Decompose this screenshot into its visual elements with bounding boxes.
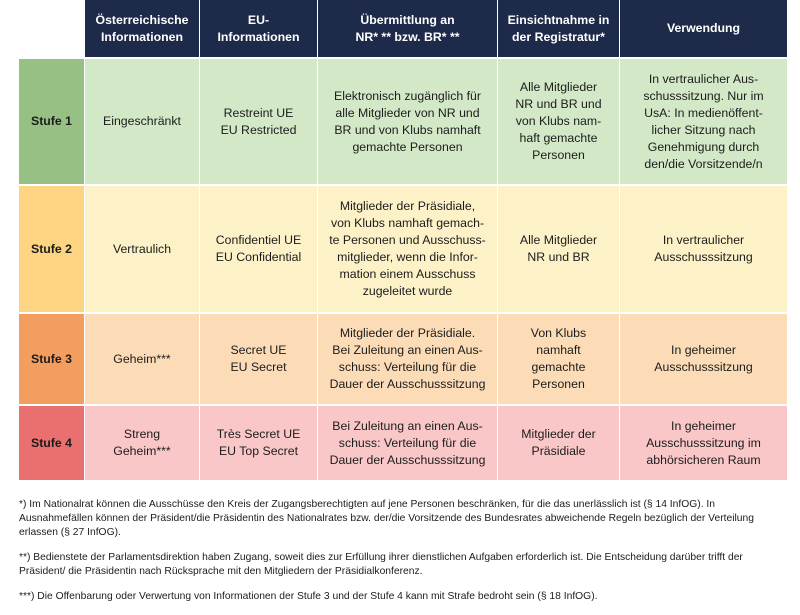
uebermittlung-cell: Bei Zuleitung an einen Aus- schuss: Verteilung für die Dauer der Ausschusssitzung <box>318 406 498 482</box>
verwendung-cell: In geheimer Ausschusssitzung im abhörsicheren Raum <box>620 406 787 482</box>
verwendung-cell: In geheimer Ausschusssitzung <box>620 314 787 406</box>
header-corner <box>19 0 85 59</box>
table-header-row <box>19 0 787 59</box>
eu-cell: Restreint UE EU Restricted <box>200 59 318 186</box>
header-oesterreichische-informationen: Österreichische Informationen <box>85 0 200 59</box>
footnotes <box>19 498 791 615</box>
eu-cell: Secret UE EU Secret <box>200 314 318 406</box>
footnote-1: *) Im Nationalrat können die Ausschüsse den Kreis der Zugangsberechtigten auf jene Personen beschränken, für die das unerlässlich ist (§ 14 InfOG). In Ausnahmefällen können der Präsident/die Präsidentin des Nationalrates bzw. der/die Vorsitzende des Bundesrates abweichende Regeln bezüglich der Verteilung erlassen (§ 27 InfOG). <box>19 499 754 538</box>
einsicht-cell: Von Klubs namhaft gemachte Personen <box>498 314 620 406</box>
eu-cell: Confidentiel UE EU Confidential <box>200 186 318 314</box>
table-row-stufe-2 <box>19 186 787 314</box>
classification-table <box>19 0 787 482</box>
stufe-label: Stufe 4 <box>19 406 85 482</box>
oesterreich-cell: Eingeschränkt <box>85 59 200 186</box>
table-row-stufe-4 <box>19 406 787 482</box>
oesterreich-cell: Geheim*** <box>85 314 200 406</box>
verwendung-cell: In vertraulicher Aus- schusssitzung. Nur im UsA: In medienöffent- licher Sitzung nach Genehmigung durch den/die Vorsitzende/n <box>620 59 787 186</box>
table-row-stufe-3 <box>19 314 787 406</box>
uebermittlung-cell: Mitglieder der Präsidiale. Bei Zuleitung an einen Aus- schuss: Verteilung für die Dauer der Ausschusssitzung <box>318 314 498 406</box>
verwendung-cell: In vertraulicher Ausschusssitzung <box>620 186 787 314</box>
einsicht-cell: Mitglieder der Präsidiale <box>498 406 620 482</box>
footnote-2: **) Bedienstete der Parlamentsdirektion haben Zugang, soweit dies zur Erfüllung ihrer dienstlichen Aufgaben erforderlich ist. Die Entscheidung darüber trifft der Präsident/ die Präsidentin nach Rücksprache mit den Mitgliedern der Präsidialkonferenz. <box>19 552 743 577</box>
header-einsichtnahme: Einsichtnahme in der Registratur* <box>498 0 620 59</box>
uebermittlung-cell: Mitglieder der Präsidiale, von Klubs namhaft gemach- te Personen und Ausschuss- mitglieder, wenn die Infor- mation einem Ausschuss zugeleitet wurde <box>318 186 498 314</box>
stufe-label: Stufe 1 <box>19 59 85 186</box>
eu-cell: Très Secret UE EU Top Secret <box>200 406 318 482</box>
stufe-label: Stufe 3 <box>19 314 85 406</box>
einsicht-cell: Alle Mitglieder NR und BR <box>498 186 620 314</box>
header-verwendung: Verwendung <box>620 0 787 59</box>
oesterreich-cell: Vertraulich <box>85 186 200 314</box>
einsicht-cell: Alle Mitglieder NR und BR und von Klubs nam- haft gemachte Personen <box>498 59 620 186</box>
footnote-3: ***) Die Offenbarung oder Verwertung von Informationen der Stufe 3 und der Stufe 4 kann mit Strafe bedroht sein (§ 18 InfOG). <box>19 591 598 602</box>
header-eu-informationen: EU- Informationen <box>200 0 318 59</box>
stufe-label: Stufe 2 <box>19 186 85 314</box>
header-uebermittlung: Übermittlung an NR* ** bzw. BR* ** <box>318 0 498 59</box>
table-row-stufe-1 <box>19 59 787 186</box>
uebermittlung-cell: Elektronisch zugänglich für alle Mitglieder von NR und BR und von Klubs namhaft gemachte Personen <box>318 59 498 186</box>
oesterreich-cell: Streng Geheim*** <box>85 406 200 482</box>
